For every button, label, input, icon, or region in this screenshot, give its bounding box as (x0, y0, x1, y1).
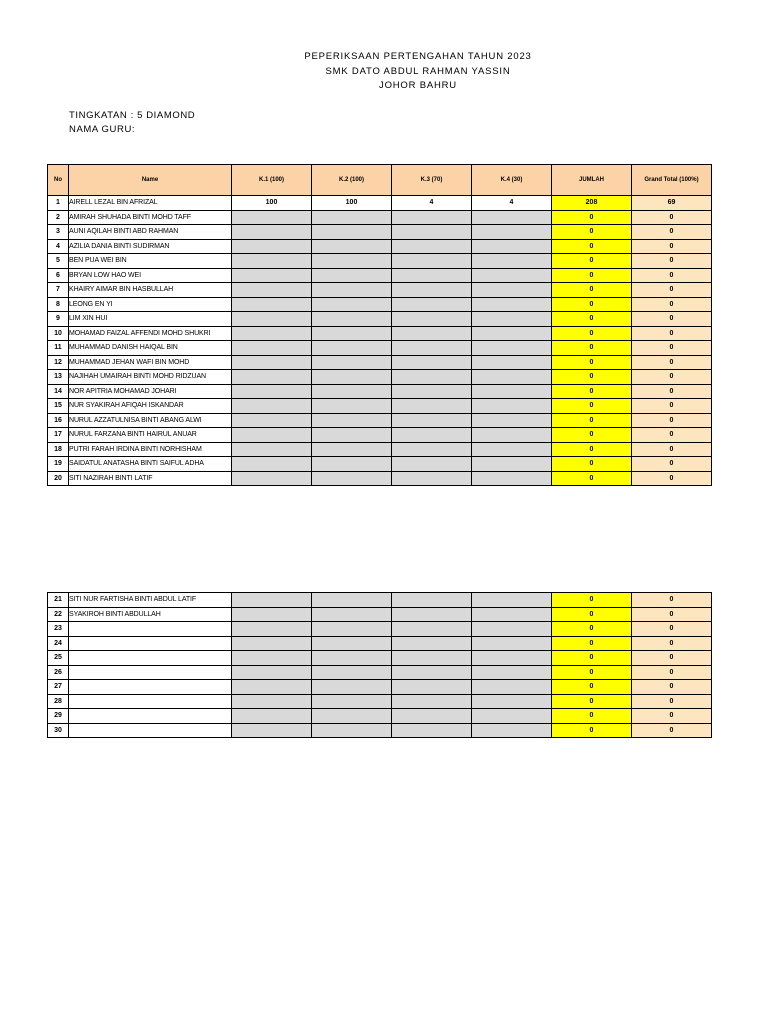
grand-total-cell: 0 (632, 694, 712, 709)
column-header-k3: K.3 (70) (392, 165, 472, 196)
student-name-cell (69, 665, 232, 680)
jumlah-cell: 0 (552, 283, 632, 298)
table-row (48, 268, 712, 283)
k4-score-cell[interactable] (472, 442, 552, 457)
grand-total-cell: 0 (632, 355, 712, 370)
k1-score-cell[interactable] (232, 326, 312, 341)
row-number: 22 (48, 607, 69, 622)
row-number: 6 (48, 268, 69, 283)
table-row (48, 607, 712, 622)
k1-score-cell[interactable] (232, 370, 312, 385)
student-name-cell (69, 694, 232, 709)
grand-total-cell: 0 (632, 225, 712, 240)
k3-score-cell[interactable] (392, 457, 472, 472)
k2-score-cell[interactable] (312, 297, 392, 312)
column-header-grand-total: Grand Total (100%) (632, 165, 712, 196)
grand-total-cell: 0 (632, 680, 712, 695)
k2-score-cell[interactable]: 100 (312, 196, 392, 211)
column-header-jumlah: JUMLAH (552, 165, 632, 196)
k1-score-cell[interactable] (232, 636, 312, 651)
grand-total-cell: 0 (632, 210, 712, 225)
student-name-cell: AZILIA DANIA BINTI SUDIRMAN (69, 239, 232, 254)
row-number: 7 (48, 283, 69, 298)
table-header-row (48, 165, 712, 196)
student-name-cell: MOHAMAD FAIZAL AFFENDI MOHD SHUKRI (69, 326, 232, 341)
student-name-cell: LIM XIN HUI (69, 312, 232, 327)
column-header-no: No (48, 165, 69, 196)
table-row (48, 442, 712, 457)
k2-score-cell[interactable] (312, 442, 392, 457)
row-number: 23 (48, 622, 69, 637)
k2-score-cell[interactable] (312, 607, 392, 622)
table-row (48, 709, 712, 724)
row-number: 20 (48, 471, 69, 486)
jumlah-cell: 0 (552, 413, 632, 428)
k1-score-cell[interactable] (232, 709, 312, 724)
row-number: 15 (48, 399, 69, 414)
table-row (48, 413, 712, 428)
k1-score-cell[interactable] (232, 355, 312, 370)
k3-score-cell[interactable] (392, 370, 472, 385)
grand-total-cell: 0 (632, 413, 712, 428)
k1-score-cell[interactable] (232, 254, 312, 269)
grand-total-cell: 0 (632, 723, 712, 738)
student-name-cell: MUHAMMAD JEHAN WAFI BIN MOHD (69, 355, 232, 370)
k2-score-cell[interactable] (312, 225, 392, 240)
student-name-cell: NAJIHAH UMAIRAH BINTI MOHD RIDZUAN (69, 370, 232, 385)
k4-score-cell[interactable] (472, 341, 552, 356)
k1-score-cell[interactable] (232, 210, 312, 225)
table-row (48, 196, 712, 211)
k3-score-cell[interactable] (392, 723, 472, 738)
score-table-2 (47, 592, 712, 738)
table-row (48, 355, 712, 370)
k4-score-cell[interactable] (472, 680, 552, 695)
jumlah-cell: 0 (552, 723, 632, 738)
grand-total-cell: 0 (632, 326, 712, 341)
student-name-cell: BEN PUA WEI BIN (69, 254, 232, 269)
k1-score-cell[interactable] (232, 593, 312, 608)
grand-total-cell: 0 (632, 607, 712, 622)
k3-score-cell[interactable] (392, 239, 472, 254)
table-row (48, 457, 712, 472)
student-name-cell: AUNI AQILAH BINTI ABD RAHMAN (69, 225, 232, 240)
row-number: 29 (48, 709, 69, 724)
table-row (48, 239, 712, 254)
k2-score-cell[interactable] (312, 709, 392, 724)
row-number: 3 (48, 225, 69, 240)
k4-score-cell[interactable] (472, 239, 552, 254)
table-row (48, 254, 712, 269)
k1-score-cell[interactable] (232, 607, 312, 622)
k1-score-cell[interactable] (232, 651, 312, 666)
student-name-cell (69, 622, 232, 637)
k2-score-cell[interactable] (312, 239, 392, 254)
k3-score-cell[interactable]: 4 (392, 196, 472, 211)
k4-score-cell[interactable] (472, 593, 552, 608)
table-row (48, 225, 712, 240)
k4-score-cell[interactable] (472, 268, 552, 283)
student-name-cell: AIRELL LEZAL BIN AFRIZAL (69, 196, 232, 211)
row-number: 5 (48, 254, 69, 269)
k2-score-cell[interactable] (312, 680, 392, 695)
row-number: 1 (48, 196, 69, 211)
k1-score-cell[interactable] (232, 457, 312, 472)
k2-score-cell[interactable] (312, 694, 392, 709)
student-name-cell: PUTRI FARAH IRDINA BINTI NORHISHAM (69, 442, 232, 457)
k2-score-cell[interactable] (312, 268, 392, 283)
jumlah-cell: 0 (552, 428, 632, 443)
k3-score-cell[interactable] (392, 210, 472, 225)
row-number: 2 (48, 210, 69, 225)
k4-score-cell[interactable] (472, 723, 552, 738)
grand-total-cell: 0 (632, 370, 712, 385)
jumlah-cell: 0 (552, 607, 632, 622)
grand-total-cell: 0 (632, 651, 712, 666)
grand-total-cell: 0 (632, 428, 712, 443)
grand-total-cell: 0 (632, 622, 712, 637)
k2-score-cell[interactable] (312, 399, 392, 414)
table-row (48, 341, 712, 356)
k1-score-cell[interactable] (232, 239, 312, 254)
k4-score-cell[interactable] (472, 471, 552, 486)
k2-score-cell[interactable] (312, 254, 392, 269)
k4-score-cell[interactable] (472, 312, 552, 327)
k3-score-cell[interactable] (392, 593, 472, 608)
table-row (48, 283, 712, 298)
k4-score-cell[interactable] (472, 651, 552, 666)
row-number: 26 (48, 665, 69, 680)
jumlah-cell: 0 (552, 442, 632, 457)
k3-score-cell[interactable] (392, 665, 472, 680)
row-number: 9 (48, 312, 69, 327)
student-name-cell: SITI NAZIRAH BINTI LATIF (69, 471, 232, 486)
row-number: 8 (48, 297, 69, 312)
row-number: 4 (48, 239, 69, 254)
k3-score-cell[interactable] (392, 428, 472, 443)
k4-score-cell[interactable] (472, 607, 552, 622)
grand-total-cell: 0 (632, 254, 712, 269)
jumlah-cell: 0 (552, 370, 632, 385)
table-row (48, 680, 712, 695)
row-number: 19 (48, 457, 69, 472)
row-number: 21 (48, 593, 69, 608)
k1-score-cell[interactable] (232, 399, 312, 414)
table-row (48, 593, 712, 608)
row-number: 30 (48, 723, 69, 738)
k3-score-cell[interactable] (392, 636, 472, 651)
column-header-k4: K.4 (30) (472, 165, 552, 196)
jumlah-cell: 0 (552, 254, 632, 269)
row-number: 24 (48, 636, 69, 651)
k1-score-cell[interactable] (232, 297, 312, 312)
k4-score-cell[interactable] (472, 210, 552, 225)
table-row (48, 312, 712, 327)
k1-score-cell[interactable] (232, 413, 312, 428)
jumlah-cell: 0 (552, 457, 632, 472)
k3-score-cell[interactable] (392, 471, 472, 486)
k1-score-cell[interactable] (232, 694, 312, 709)
k2-score-cell[interactable] (312, 341, 392, 356)
jumlah-cell: 0 (552, 636, 632, 651)
k1-score-cell[interactable] (232, 312, 312, 327)
row-number: 28 (48, 694, 69, 709)
k4-score-cell[interactable] (472, 636, 552, 651)
jumlah-cell: 0 (552, 709, 632, 724)
grand-total-cell: 0 (632, 341, 712, 356)
row-number: 25 (48, 651, 69, 666)
k2-score-cell[interactable] (312, 370, 392, 385)
teacher-label: NAMA GURU: (69, 124, 136, 135)
k3-score-cell[interactable] (392, 283, 472, 298)
row-number: 16 (48, 413, 69, 428)
row-number: 11 (48, 341, 69, 356)
row-number: 27 (48, 680, 69, 695)
grand-total-cell: 0 (632, 636, 712, 651)
grand-total-cell: 0 (632, 399, 712, 414)
k1-score-cell[interactable] (232, 268, 312, 283)
k4-score-cell[interactable] (472, 384, 552, 399)
table-row (48, 622, 712, 637)
k1-score-cell[interactable] (232, 665, 312, 680)
jumlah-cell: 0 (552, 680, 632, 695)
student-name-cell: NURUL FARZANA BINTI HAIRUL ANUAR (69, 428, 232, 443)
jumlah-cell: 0 (552, 326, 632, 341)
table-row (48, 694, 712, 709)
k3-score-cell[interactable] (392, 709, 472, 724)
student-name-cell (69, 709, 232, 724)
student-name-cell: NOR APITRIA MOHAMAD JOHARI (69, 384, 232, 399)
k3-score-cell[interactable] (392, 297, 472, 312)
class-label: TINGKATAN : 5 DIAMOND (69, 110, 196, 121)
k3-score-cell[interactable] (392, 326, 472, 341)
k3-score-cell[interactable] (392, 442, 472, 457)
k3-score-cell[interactable] (392, 355, 472, 370)
k4-score-cell[interactable] (472, 413, 552, 428)
k3-score-cell[interactable] (392, 607, 472, 622)
table-row (48, 651, 712, 666)
grand-total-cell: 0 (632, 457, 712, 472)
student-name-cell: AMIRAH SHUHADA BINTI MOHD TAFF (69, 210, 232, 225)
k1-score-cell[interactable] (232, 428, 312, 443)
jumlah-cell: 0 (552, 694, 632, 709)
student-name-cell: SAIDATUL ANATASHA BINTI SAIFUL ADHA (69, 457, 232, 472)
row-number: 13 (48, 370, 69, 385)
student-name-cell: SYAKIROH BINTI ABDULLAH (69, 607, 232, 622)
grand-total-cell: 0 (632, 312, 712, 327)
jumlah-cell: 208 (552, 196, 632, 211)
k2-score-cell[interactable] (312, 210, 392, 225)
k3-score-cell[interactable] (392, 341, 472, 356)
k4-score-cell[interactable] (472, 297, 552, 312)
k3-score-cell[interactable] (392, 413, 472, 428)
k3-score-cell[interactable] (392, 694, 472, 709)
k3-score-cell[interactable] (392, 384, 472, 399)
row-number: 14 (48, 384, 69, 399)
table-row (48, 384, 712, 399)
jumlah-cell: 0 (552, 665, 632, 680)
grand-total-cell: 0 (632, 442, 712, 457)
k2-score-cell[interactable] (312, 428, 392, 443)
column-header-k2: K.2 (100) (312, 165, 392, 196)
student-name-cell: NUR SYAKIRAH AFIQAH ISKANDAR (69, 399, 232, 414)
k1-score-cell[interactable] (232, 341, 312, 356)
k1-score-cell[interactable] (232, 442, 312, 457)
grand-total-cell: 69 (632, 196, 712, 211)
row-number: 12 (48, 355, 69, 370)
student-name-cell: LEONG EN YI (69, 297, 232, 312)
table-row (48, 636, 712, 651)
k3-score-cell[interactable] (392, 254, 472, 269)
table-row (48, 428, 712, 443)
k4-score-cell[interactable] (472, 428, 552, 443)
table-row (48, 210, 712, 225)
jumlah-cell: 0 (552, 471, 632, 486)
k4-score-cell[interactable] (472, 254, 552, 269)
k4-score-cell[interactable]: 4 (472, 196, 552, 211)
k2-score-cell[interactable] (312, 283, 392, 298)
jumlah-cell: 0 (552, 297, 632, 312)
k4-score-cell[interactable] (472, 622, 552, 637)
grand-total-cell: 0 (632, 593, 712, 608)
k2-score-cell[interactable] (312, 326, 392, 341)
student-name-cell: BRYAN LOW HAO WEI (69, 268, 232, 283)
k4-score-cell[interactable] (472, 225, 552, 240)
jumlah-cell: 0 (552, 622, 632, 637)
score-table-1 (47, 164, 712, 486)
table-row (48, 326, 712, 341)
grand-total-cell: 0 (632, 283, 712, 298)
k2-score-cell[interactable] (312, 355, 392, 370)
k3-score-cell[interactable] (392, 399, 472, 414)
table-row (48, 370, 712, 385)
table-row (48, 297, 712, 312)
jumlah-cell: 0 (552, 593, 632, 608)
student-name-cell (69, 723, 232, 738)
table-row (48, 723, 712, 738)
k2-score-cell[interactable] (312, 457, 392, 472)
exam-title: PEPERIKSAAN PERTENGAHAN TAHUN 2023 (304, 51, 532, 62)
k2-score-cell[interactable] (312, 636, 392, 651)
k4-score-cell[interactable] (472, 665, 552, 680)
k2-score-cell[interactable] (312, 665, 392, 680)
k3-score-cell[interactable] (392, 268, 472, 283)
student-name-cell (69, 636, 232, 651)
k1-score-cell[interactable] (232, 384, 312, 399)
student-name-cell: SITI NUR FARTISHA BINTI ABDUL LATIF (69, 593, 232, 608)
k1-score-cell[interactable] (232, 471, 312, 486)
jumlah-cell: 0 (552, 312, 632, 327)
k3-score-cell[interactable] (392, 622, 472, 637)
k2-score-cell[interactable] (312, 651, 392, 666)
column-header-k1: K.1 (100) (232, 165, 312, 196)
k1-score-cell[interactable] (232, 723, 312, 738)
k4-score-cell[interactable] (472, 355, 552, 370)
row-number: 18 (48, 442, 69, 457)
k4-score-cell[interactable] (472, 709, 552, 724)
student-name-cell: NURUL AZZATULNISA BINTI ABANG ALWI (69, 413, 232, 428)
grand-total-cell: 0 (632, 471, 712, 486)
k4-score-cell[interactable] (472, 283, 552, 298)
k3-score-cell[interactable] (392, 312, 472, 327)
table-row (48, 399, 712, 414)
student-name-cell (69, 680, 232, 695)
k1-score-cell[interactable] (232, 622, 312, 637)
jumlah-cell: 0 (552, 341, 632, 356)
k4-score-cell[interactable] (472, 457, 552, 472)
k2-score-cell[interactable] (312, 723, 392, 738)
student-name-cell: MUHAMMAD DANISH HAIQAL BIN (69, 341, 232, 356)
k2-score-cell[interactable] (312, 312, 392, 327)
k1-score-cell[interactable] (232, 680, 312, 695)
grand-total-cell: 0 (632, 665, 712, 680)
jumlah-cell: 0 (552, 355, 632, 370)
jumlah-cell: 0 (552, 225, 632, 240)
grand-total-cell: 0 (632, 297, 712, 312)
column-header-name: Name (69, 165, 232, 196)
jumlah-cell: 0 (552, 239, 632, 254)
k3-score-cell[interactable] (392, 225, 472, 240)
k4-score-cell[interactable] (472, 326, 552, 341)
row-number: 10 (48, 326, 69, 341)
grand-total-cell: 0 (632, 709, 712, 724)
school-name: SMK DATO ABDUL RAHMAN YASSIN (325, 66, 511, 77)
grand-total-cell: 0 (632, 268, 712, 283)
jumlah-cell: 0 (552, 651, 632, 666)
row-number: 17 (48, 428, 69, 443)
k4-score-cell[interactable] (472, 694, 552, 709)
grand-total-cell: 0 (632, 384, 712, 399)
k2-score-cell[interactable] (312, 593, 392, 608)
jumlah-cell: 0 (552, 268, 632, 283)
k1-score-cell[interactable] (232, 225, 312, 240)
k2-score-cell[interactable] (312, 384, 392, 399)
jumlah-cell: 0 (552, 384, 632, 399)
k2-score-cell[interactable] (312, 413, 392, 428)
jumlah-cell: 0 (552, 399, 632, 414)
k3-score-cell[interactable] (392, 651, 472, 666)
grand-total-cell: 0 (632, 239, 712, 254)
student-name-cell: KHAIRY AIMAR BIN HASBULLAH (69, 283, 232, 298)
k4-score-cell[interactable] (472, 399, 552, 414)
table-row (48, 471, 712, 486)
school-location: JOHOR BAHRU (379, 80, 457, 91)
k4-score-cell[interactable] (472, 370, 552, 385)
k3-score-cell[interactable] (392, 680, 472, 695)
k2-score-cell[interactable] (312, 622, 392, 637)
student-name-cell (69, 651, 232, 666)
k2-score-cell[interactable] (312, 471, 392, 486)
k1-score-cell[interactable] (232, 283, 312, 298)
k1-score-cell[interactable]: 100 (232, 196, 312, 211)
table-row (48, 665, 712, 680)
jumlah-cell: 0 (552, 210, 632, 225)
